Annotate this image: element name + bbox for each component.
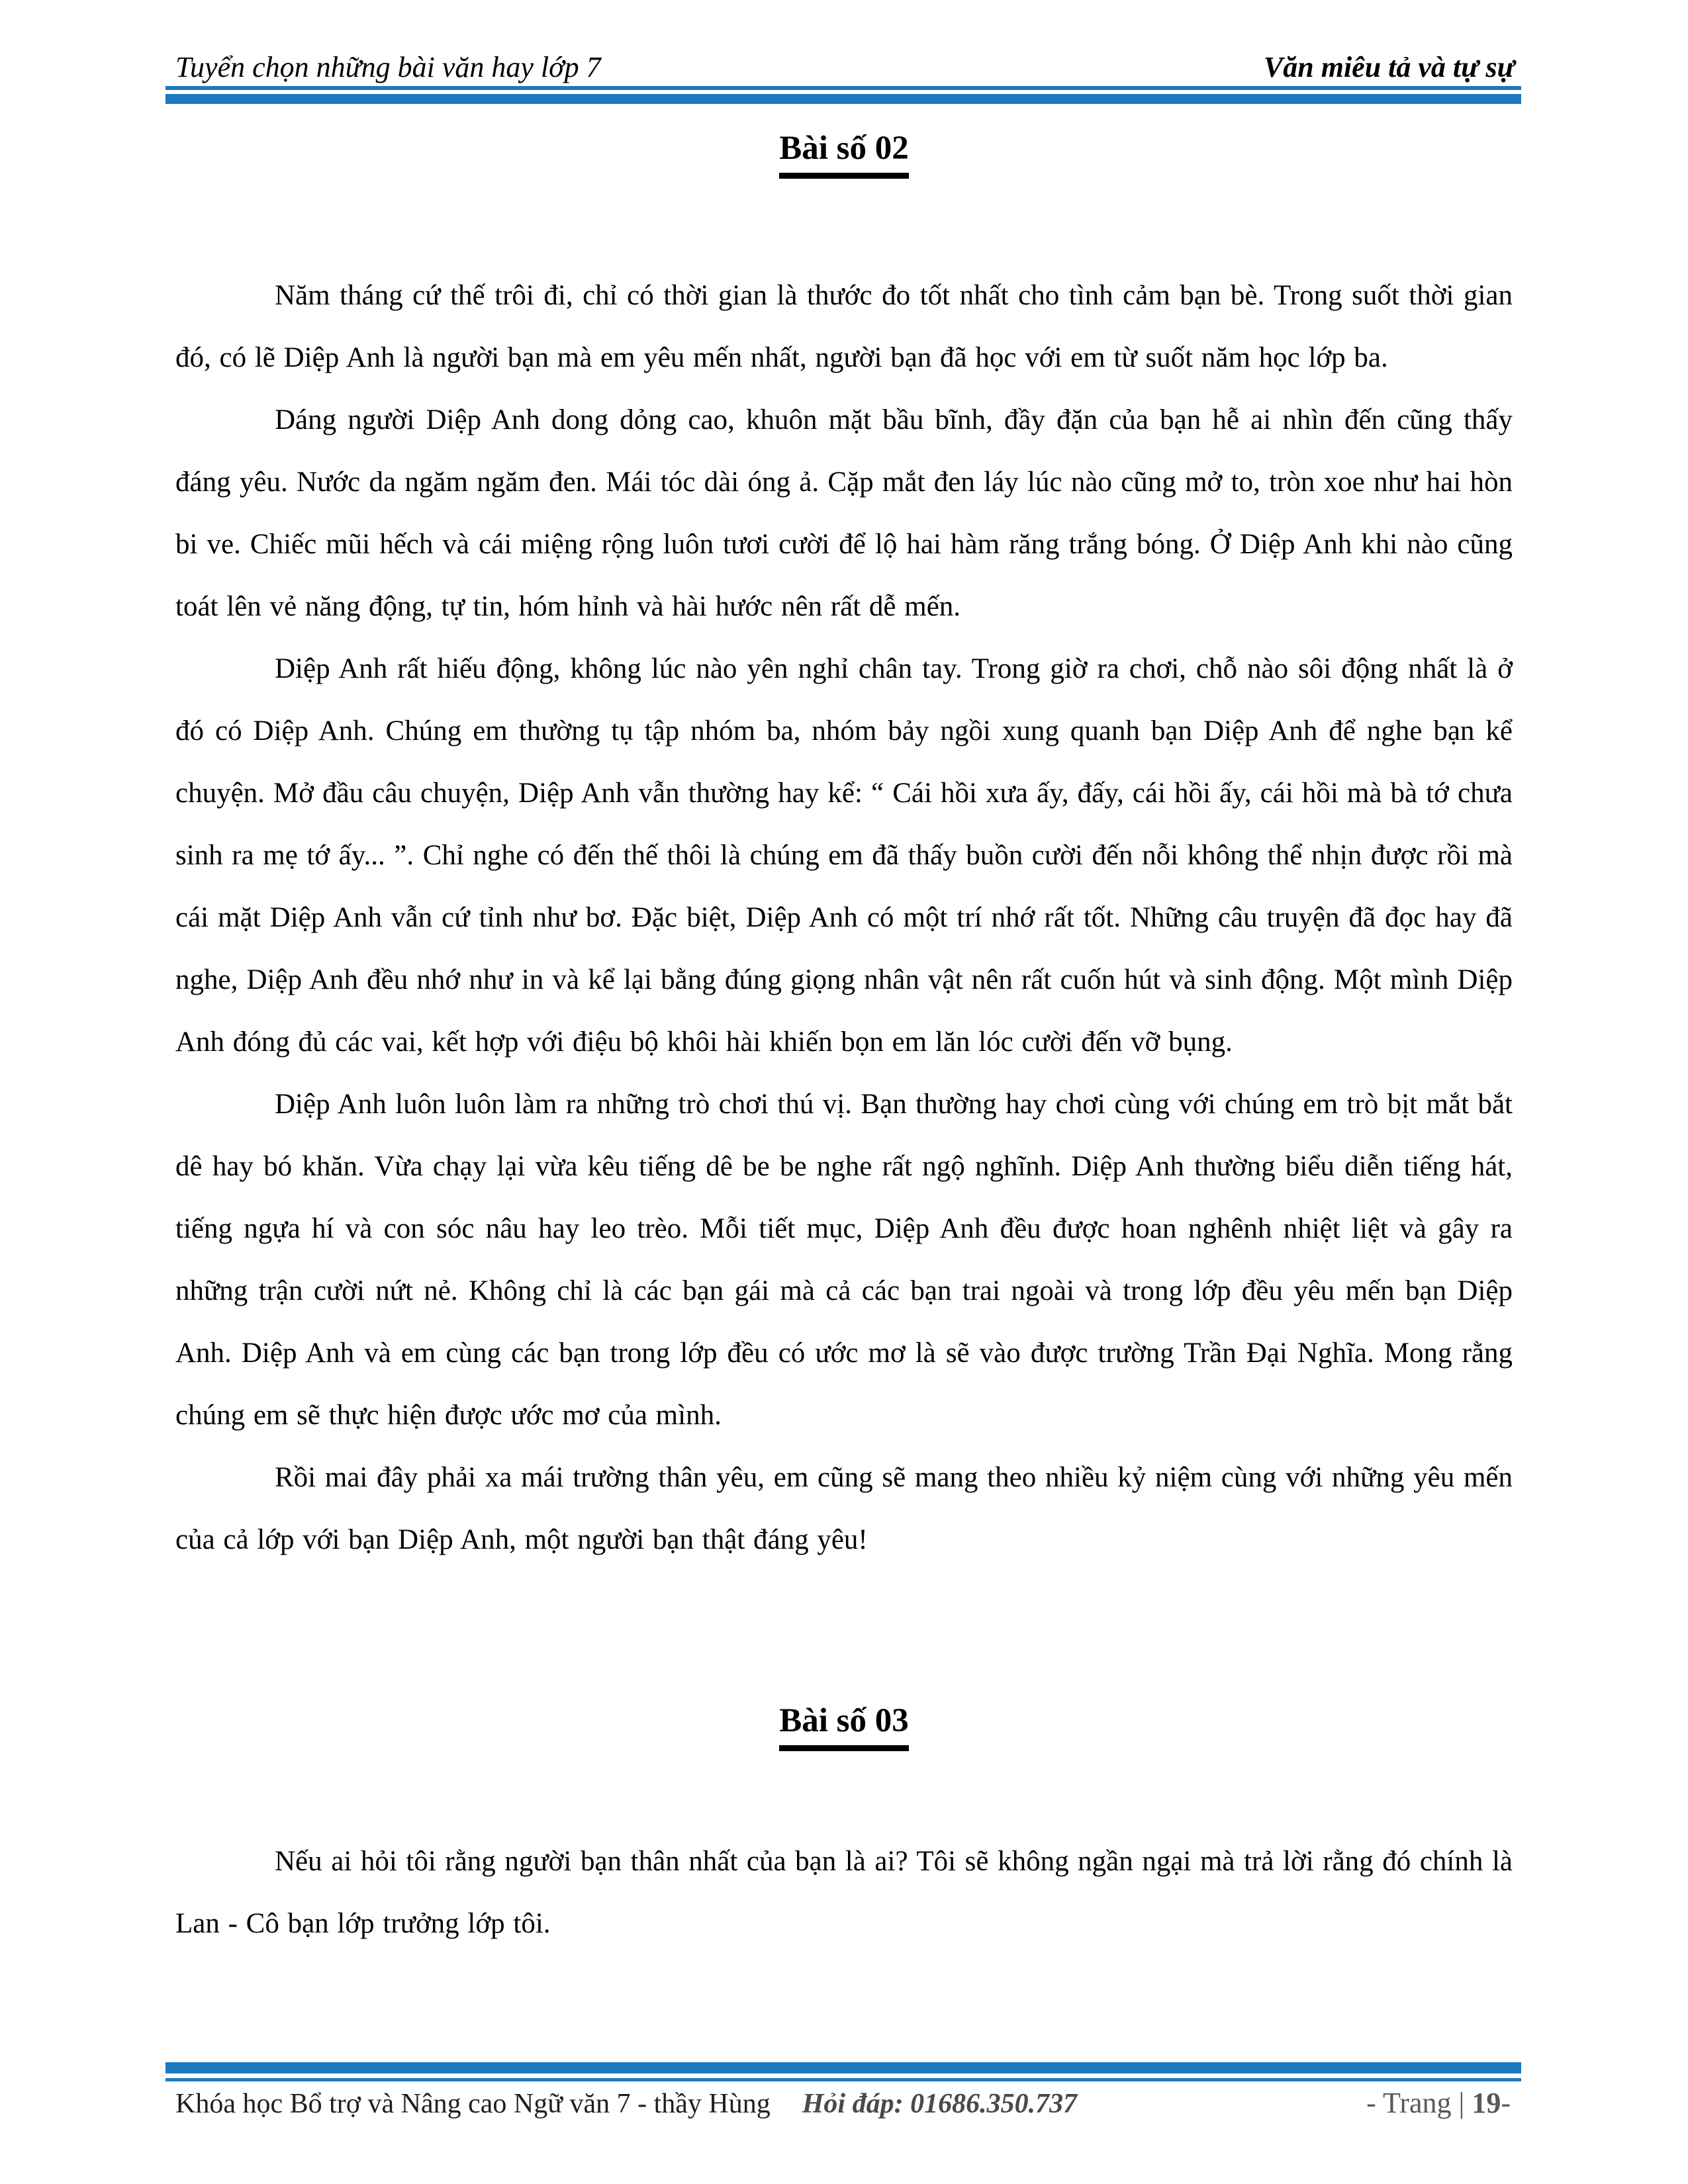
section-heading (175, 1702, 1513, 1739)
footer-rule-thick (165, 2062, 1521, 2073)
footer-rule-thin (165, 2078, 1521, 2081)
footer-course-label: Khóa học Bổ trợ và Nâng cao Ngữ văn 7 - thầy Hùng (175, 2089, 771, 2119)
paragraph: Rồi mai đây phải xa mái trường thân yêu, em cũng sẽ mang theo nhiều kỷ niệm cùng với những yêu mến của cả lớp với bạn Diệp Anh, một người bạn thật đáng yêu! (175, 1462, 1513, 1556)
footer-page-prefix: - Trang | (1366, 2087, 1472, 2119)
header-left-title: Tuyển chọn những bài văn hay lớp 7 (175, 51, 601, 83)
paragraph: Diệp Anh rất hiếu động, không lúc nào yên nghỉ chân tay. Trong giờ ra chơi, chỗ nào sôi động nhất là ở đó có Diệp Anh. Chúng em thường tụ tập nhóm ba, nhóm bảy ngồi xung quanh bạn Diệp Anh để nghe bạn kể chuyện. Mở đầu câu chuyện, Diệp Anh vẫn thường hay kể: “ Cái hồi xưa ấy, đấy, cái hồi ấy, cái hồi mà bà tớ chưa sinh ra mẹ tớ ấy... ”. Chỉ nghe có đến thế thôi là chúng em đã thấy buồn cười đến nỗi không thể nhịn được rồi mà cái mặt Diệp Anh vẫn cứ tỉnh như bơ. Đặc biệt, Diệp Anh có một trí nhớ rất tốt. Những câu truyện đã đọc hay đã nghe, Diệp Anh đều nhớ như in và kể lại bằng đúng giọng nhân vật nên rất cuốn hút và sinh động. Một mình Diệp Anh đóng đủ các vai, kết hợp với điệu bộ khôi hài khiến bọn em lăn lóc cười đến vỡ bụng. (175, 653, 1513, 1058)
essay-section (175, 130, 1513, 1571)
footer-page-number: 19 (1472, 2087, 1501, 2119)
page-footer (175, 2086, 1511, 2120)
paragraph: Nếu ai hỏi tôi rằng người bạn thân nhất của bạn là ai? Tôi sẽ không ngần ngại mà trả lời rằng đó chính là Lan - Cô bạn lớp trưởng lớp tôi. (175, 1846, 1513, 1940)
document-body (175, 130, 1513, 1955)
header-right-title: Văn miêu tả và tự sự (1263, 51, 1515, 83)
header-rule-thin (165, 86, 1521, 90)
footer-page-suffix: - (1501, 2087, 1511, 2119)
header-rule-thick (165, 94, 1521, 104)
page-header (175, 50, 1515, 84)
section-heading-text: Bài số 02 (779, 130, 909, 179)
paragraph: Dáng người Diệp Anh dong dỏng cao, khuôn mặt bầu bĩnh, đầy đặn của bạn hễ ai nhìn đến cũng thấy đáng yêu. Nước da ngăm ngăm đen. Mái tóc dài óng ả. Cặp mắt đen láy lúc nào cũng mở to, tròn xoe như hai hòn bi ve. Chiếc mũi hếch và cái miệng rộng luôn tươi cười để lộ hai hàm răng trắng bóng. Ở Diệp Anh khi nào cũng toát lên vẻ năng động, tự tin, hóm hỉnh và hài hước nên rất dễ mến. (175, 404, 1513, 623)
section-heading (175, 130, 1513, 167)
footer-page-label (1366, 2086, 1511, 2120)
paragraph: Năm tháng cứ thế trôi đi, chỉ có thời gian là thước đo tốt nhất cho tình cảm bạn bè. Trong suốt thời gian đó, có lẽ Diệp Anh là người bạn mà em yêu mến nhất, người bạn đã học với em từ suốt năm học lớp ba. (175, 280, 1513, 374)
essay-section (175, 1702, 1513, 1955)
paragraph: Diệp Anh luôn luôn làm ra những trò chơi thú vị. Bạn thường hay chơi cùng với chúng em trò bịt mắt bắt dê hay bó khăn. Vừa chạy lại vừa kêu tiếng dê be be nghe rất ngộ nghĩnh. Diệp Anh thường biểu diễn tiếng hát, tiếng ngựa hí và con sóc nâu hay leo trèo. Mỗi tiết mục, Diệp Anh đều được hoan nghênh nhiệt liệt và gây ra những trận cười nứt nẻ. Không chỉ là các bạn gái mà cả các bạn trai ngoài và trong lớp đều yêu mến bạn Diệp Anh. Diệp Anh và em cùng các bạn trong lớp đều có ước mơ là sẽ vào được trường Trần Đại Nghĩa. Mong rằng chúng em sẽ thực hiện được ước mơ của mình. (175, 1089, 1513, 1432)
footer-contact-label: Hỏi đáp: 01686.350.737 (802, 2089, 1078, 2119)
section-heading-text: Bài số 03 (779, 1702, 909, 1751)
